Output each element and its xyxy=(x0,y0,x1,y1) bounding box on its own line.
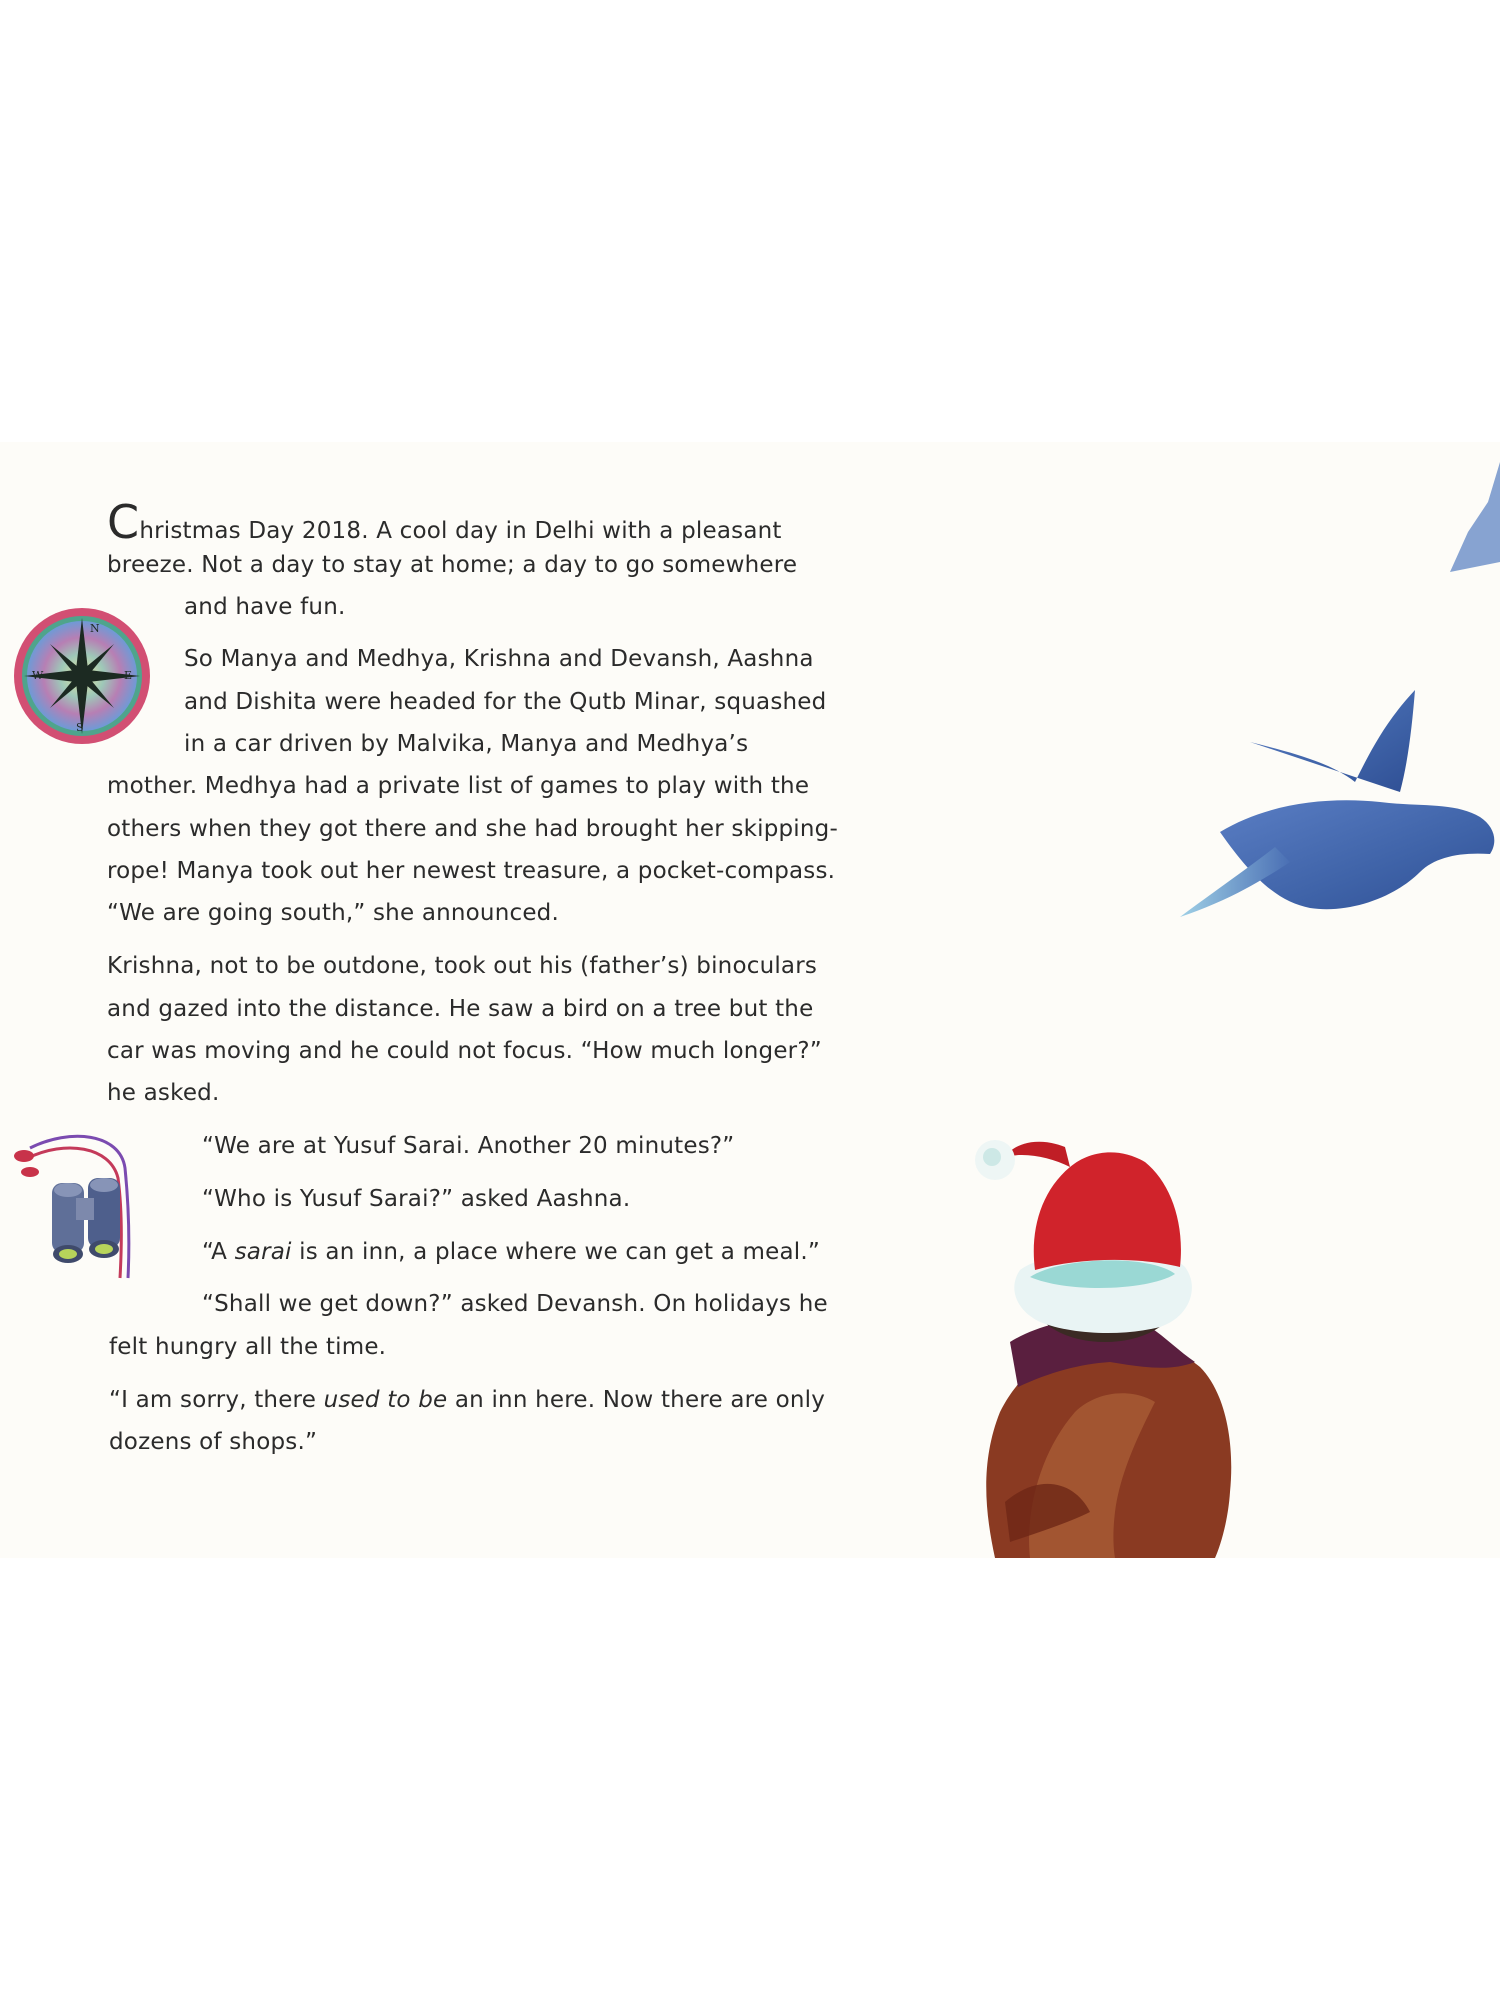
bird-wing-tip-illustration xyxy=(1450,462,1500,572)
story-line: car was moving and he could not focus. “How much longer?” xyxy=(107,1038,822,1064)
story-line xyxy=(107,495,782,549)
compass-label-w: W xyxy=(32,669,44,682)
drop-cap: C xyxy=(107,495,140,549)
book-spread xyxy=(0,442,1500,1558)
binoculars-icon xyxy=(10,1128,160,1288)
story-line: “Shall we get down?” asked Devansh. On holidays he xyxy=(202,1291,828,1317)
story-line: dozens of shops.” xyxy=(109,1429,318,1455)
italic-term: used to be xyxy=(323,1387,448,1413)
story-line: in a car driven by Malvika, Manya and Medhya’s xyxy=(184,731,749,757)
story-line-text: is an inn, a place where we can get a meal.” xyxy=(291,1239,820,1265)
story-line: and gazed into the distance. He saw a bird on a tree but the xyxy=(107,996,814,1022)
child-santa-hat-illustration xyxy=(900,1042,1320,1558)
compass-icon xyxy=(12,606,152,746)
story-line: “We are at Yusuf Sarai. Another 20 minutes?” xyxy=(202,1133,735,1159)
blue-bird-illustration xyxy=(1180,682,1500,922)
story-line: “We are going south,” she announced. xyxy=(107,900,559,926)
story-line-text: “I am sorry, there xyxy=(109,1387,324,1413)
story-line-text: “A xyxy=(202,1239,235,1265)
story-line: Krishna, not to be outdone, took out his (father’s) binoculars xyxy=(107,953,818,979)
story-text-column xyxy=(0,442,860,1558)
story-line: rope! Manya took out her newest treasure, a pocket-compass. xyxy=(107,858,836,884)
story-line-text: hristmas Day 2018. A cool day in Delhi with a pleasant xyxy=(139,518,782,544)
story-line: “Who is Yusuf Sarai?” asked Aashna. xyxy=(202,1186,631,1212)
story-line xyxy=(109,1385,825,1415)
story-line: breeze. Not a day to stay at home; a day to go somewhere xyxy=(107,552,798,578)
story-line: mother. Medhya had a private list of games to play with the xyxy=(107,773,810,799)
story-line: So Manya and Medhya, Krishna and Devansh, Aashna xyxy=(184,646,814,672)
italic-term: sarai xyxy=(234,1239,292,1265)
story-line: and Dishita were headed for the Qutb Minar, squashed xyxy=(184,689,827,715)
compass-label-n: N xyxy=(90,622,100,635)
story-line: and have fun. xyxy=(184,594,346,620)
story-line: felt hungry all the time. xyxy=(109,1334,387,1360)
story-line: others when they got there and she had brought her skipping- xyxy=(107,816,838,842)
compass-label-e: E xyxy=(124,669,133,682)
story-line-text: an inn here. Now there are only xyxy=(447,1387,826,1413)
compass-label-s: S xyxy=(76,721,84,734)
story-line xyxy=(202,1237,820,1267)
story-line: he asked. xyxy=(107,1080,220,1106)
